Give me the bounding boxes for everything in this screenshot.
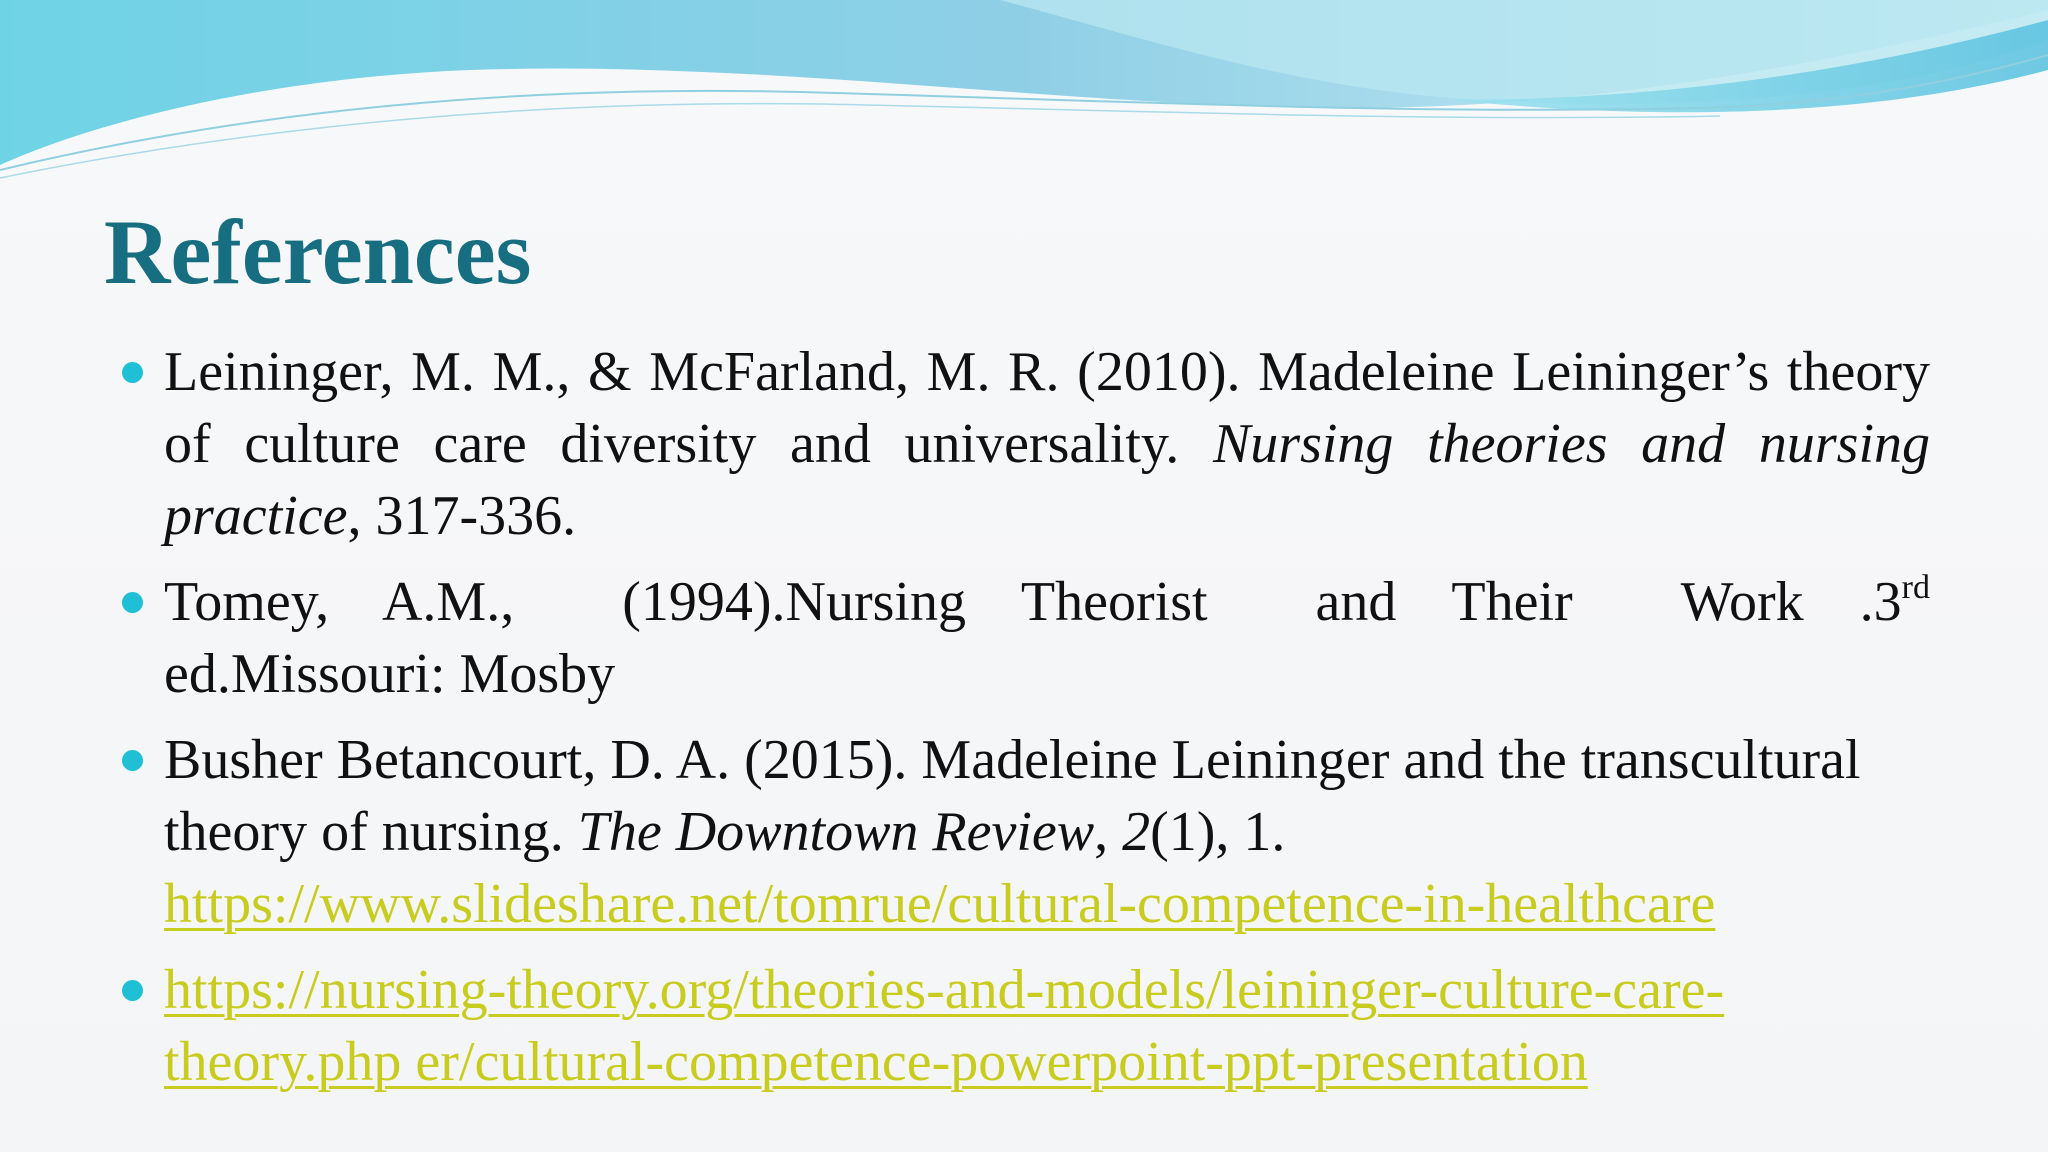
reference-book-title: Nursing theories and nursing practice: [164, 413, 1930, 547]
bullet-icon: [122, 750, 143, 771]
nursing-theory-link-line1[interactable]: https://nursing-theory.org/theories-and-models/leininger-culture-care-: [164, 959, 1725, 1021]
reference-text-part2: (1994).Nursing Theorist: [622, 571, 1264, 633]
bullet-icon: [122, 362, 143, 383]
reference-text-part4: Work .3: [1680, 571, 1902, 633]
nursing-theory-link-line2[interactable]: theory.php er/cultural-competence-powerpoint-ppt-presentation: [164, 1031, 1588, 1093]
reference-text-part1: Tomey, A.M.,: [164, 571, 571, 633]
reference-text-part5: ed.Missouri: Mosby: [164, 643, 616, 705]
reference-issue-pages: (1), 1.: [1150, 801, 1286, 863]
reference-text-part3: and Their: [1315, 571, 1629, 633]
reference-text: Leininger, M. M., & McFarland, M. R. (2010). Madeleine Leininger’s theory of culture care diversity and universality.: [164, 341, 1930, 475]
bullet-icon: [122, 980, 143, 1001]
slideshare-link[interactable]: https://www.slideshare.net/tomrue/cultural-competence-in-healthcare: [164, 873, 1716, 935]
reference-item-tomey-1994: [164, 566, 1930, 710]
reference-comma: ,: [1094, 801, 1123, 863]
edition-superscript: rd: [1901, 569, 1930, 606]
reference-pages: , 317-336.: [347, 485, 577, 547]
reference-volume: 2: [1122, 801, 1151, 863]
bullet-icon: [122, 592, 143, 613]
reference-text: Busher Betancourt, D. A. (2015). Madeleine Leininger and the transcultural theory of nursing.: [164, 729, 1861, 863]
page-title: References: [104, 201, 532, 303]
reference-item-busher-2015: [164, 724, 1930, 940]
reference-journal: The Downtown Review: [577, 801, 1095, 863]
header-wave-decoration: [0, 0, 2048, 200]
reference-item-leininger-2010: [164, 336, 1930, 552]
reference-item-nursing-theory-link: [164, 954, 1930, 1098]
references-list: [164, 336, 1930, 1112]
